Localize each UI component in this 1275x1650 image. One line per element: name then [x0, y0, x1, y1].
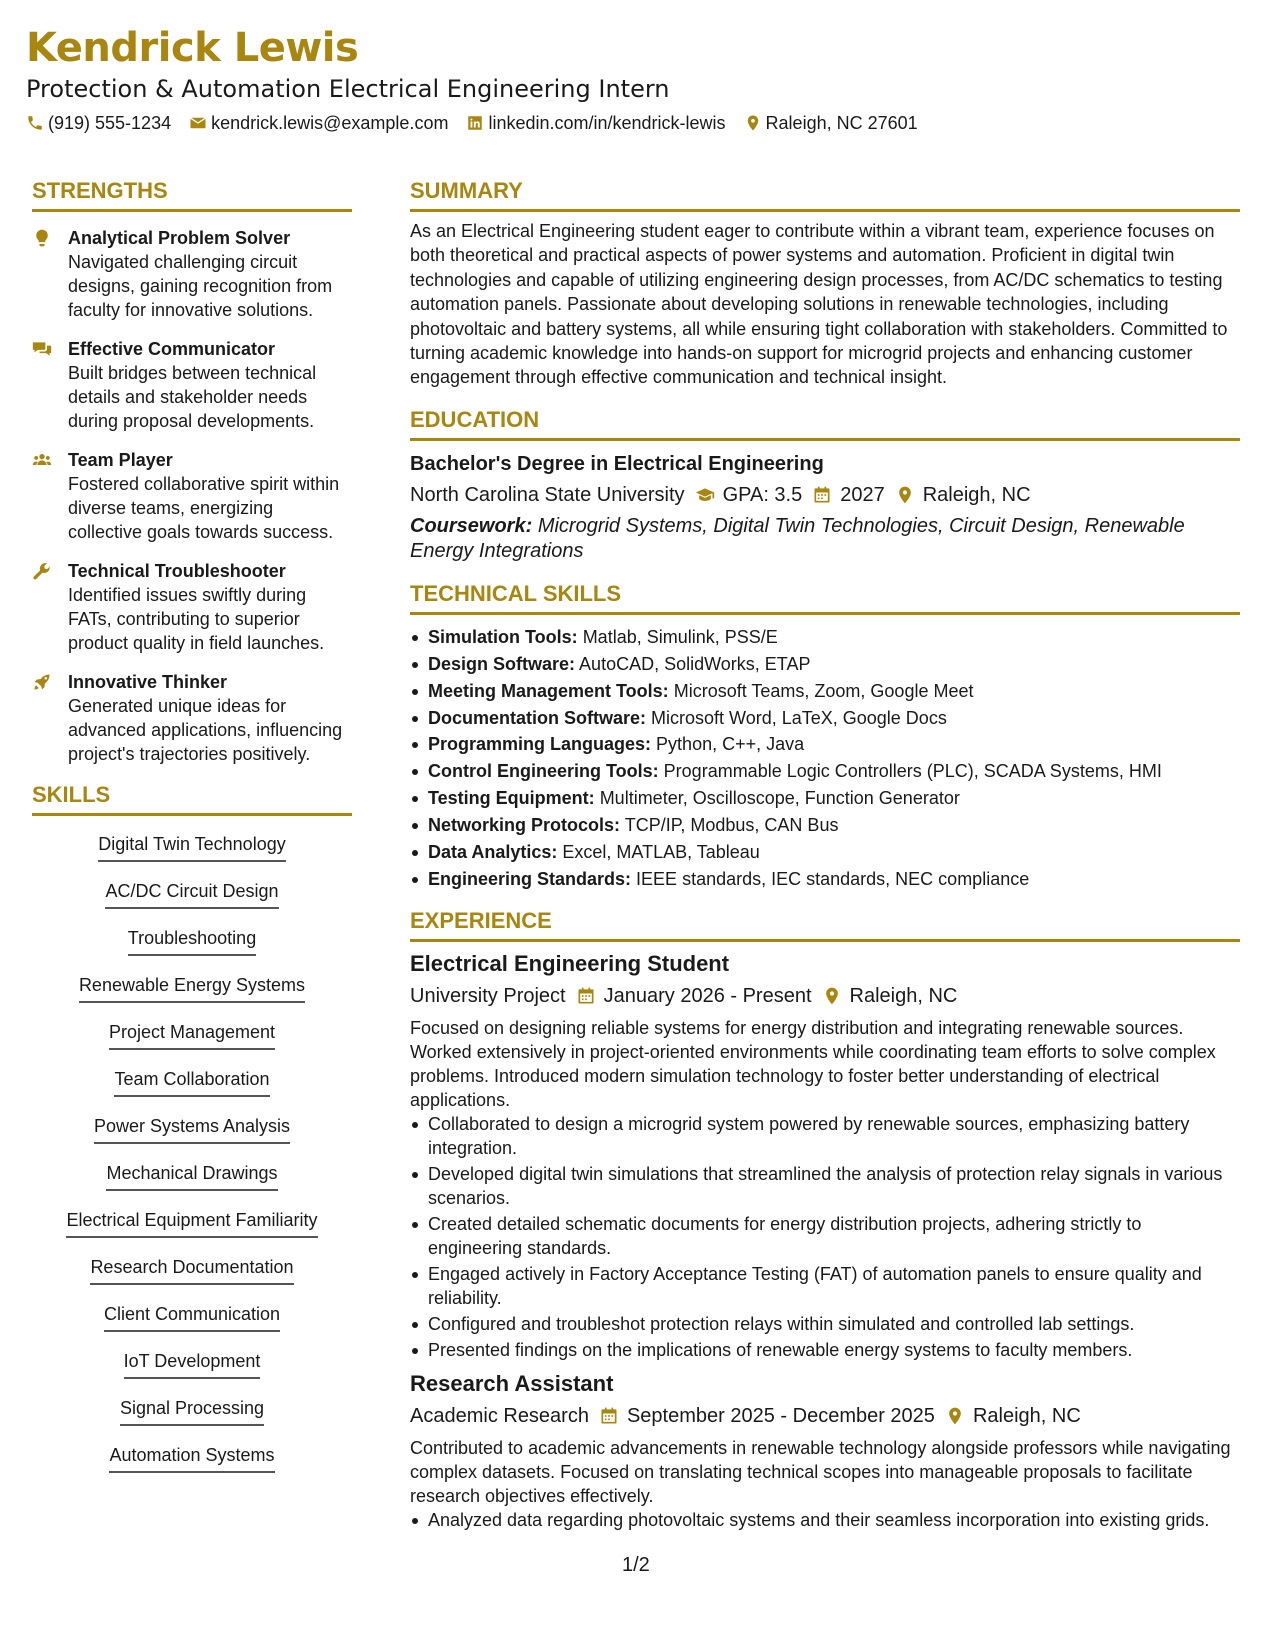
skill-values: Microsoft Teams, Zoom, Google Meet: [673, 680, 974, 701]
list-item: [410, 652, 1240, 676]
envelope-icon: [189, 114, 207, 132]
list-item: [410, 786, 1240, 810]
phone-icon: [26, 114, 44, 132]
school-name: North Carolina State University: [410, 483, 685, 506]
strength-item: [32, 337, 352, 433]
coursework-label: Coursework:: [410, 514, 533, 537]
job-meta: [410, 982, 1240, 1010]
calendar-icon: [576, 986, 596, 1006]
skill-category: Simulation Tools:: [428, 626, 578, 647]
location-text: Raleigh, NC 27601: [765, 113, 918, 133]
job-org: Academic Research: [410, 1404, 589, 1427]
list-item: [410, 759, 1240, 783]
list-item: Presented findings on the implications of renewable energy systems to faculty members.: [410, 1338, 1240, 1362]
job-description: Contributed to academic advancements in renewable technology alongside professors while navigating complex datasets. Focused on translating technical scopes into manageable proposals to facilitate research objectives effectively.: [410, 1437, 1231, 1506]
skill-category: Documentation Software:: [428, 707, 647, 728]
contact-linkedin[interactable]: [466, 112, 725, 134]
technical-skills-list: [410, 625, 1240, 891]
graduation-year: 2027: [840, 483, 885, 506]
skill-category: Control Engineering Tools:: [428, 761, 659, 782]
skill-tag: Research Documentation: [90, 1255, 293, 1285]
strength-title: Team Player: [68, 450, 173, 470]
contact-email[interactable]: [189, 112, 448, 134]
skill-values: Microsoft Word, LaTeX, Google Docs: [651, 707, 947, 728]
experience-heading: EXPERIENCE: [410, 907, 1240, 942]
coursework-list: Microgrid Systems, Digital Twin Technologies, Circuit Design, Renewable Energy Integrations: [410, 514, 1185, 562]
skill-tag: Troubleshooting: [128, 926, 256, 956]
skill-tag: Digital Twin Technology: [98, 832, 285, 862]
strength-item: [32, 670, 352, 766]
comments-icon: [32, 339, 52, 359]
skill-values: Programmable Logic Controllers (PLC), SCADA Systems, HMI: [663, 761, 1162, 782]
list-item: [410, 867, 1240, 891]
skill-values: Python, C++, Java: [656, 734, 805, 755]
skills-heading: SKILLS: [32, 781, 352, 816]
job-bullets: [410, 1508, 1240, 1532]
skill-category: Design Software:: [428, 653, 576, 674]
skill-tag: IoT Development: [124, 1349, 261, 1379]
contact-bar: [26, 112, 1226, 134]
skill-tag: Client Communication: [104, 1302, 280, 1332]
skill-category: Engineering Standards:: [428, 868, 632, 889]
strength-desc: Identified issues swiftly during FATs, contributing to superior product quality in field launches.: [68, 585, 325, 653]
graduation-cap-icon: [695, 485, 715, 505]
contact-phone: [26, 112, 171, 134]
linkedin-text[interactable]: linkedin.com/in/kendrick-lewis: [488, 113, 726, 133]
skill-tag: Electrical Equipment Familiarity: [66, 1208, 317, 1238]
contact-location: [744, 112, 918, 134]
list-item: Analyzed data regarding photovoltaic systems and their seamless incorporation into existing grids.: [410, 1508, 1240, 1532]
coursework: [410, 514, 1240, 564]
gpa-text: GPA: 3.5: [722, 483, 803, 506]
strength-desc: Generated unique ideas for advanced applications, influencing project's trajectories positively.: [68, 696, 343, 764]
job-dates: January 2026 - Present: [603, 984, 812, 1007]
candidate-name: Kendrick Lewis: [26, 25, 359, 71]
skill-values: AutoCAD, SolidWorks, ETAP: [579, 653, 811, 674]
list-item: [410, 840, 1240, 864]
job-org: University Project: [410, 984, 566, 1007]
skill-tag: Project Management: [109, 1020, 275, 1050]
summary-text: As an Electrical Engineering student eager to contribute within a vibrant team, experience focuses on both theoretical and practical aspects of power systems and automation. Proficient in digital twin technologies and capable of utilizing engineering design processes, from AC/DC schematics to testing automation panels. Passionate about developing solutions in renewable technologies, including photovoltaic and battery systems, all while ensuring tight collaboration with stakeholders. Committed to turning academic knowledge into hands-on support for microgrid projects and enhancing customer engagement through effective communication and technical insight.: [410, 221, 1228, 388]
skills-list: [32, 832, 352, 1490]
list-item: Configured and troubleshot protection relays within simulated and controlled lab settings.: [410, 1312, 1240, 1336]
strength-desc: Navigated challenging circuit designs, gaining recognition from faculty for innovative solutions.: [68, 252, 333, 320]
lightbulb-icon: [32, 228, 52, 248]
calendar-icon: [812, 485, 832, 505]
list-item: [410, 679, 1240, 703]
job-entry: [410, 950, 1240, 1362]
right-column: [410, 177, 1240, 1534]
strength-desc: Built bridges between technical details and stakeholder needs during proposal developments.: [68, 363, 317, 431]
skill-values: Excel, MATLAB, Tableau: [562, 841, 760, 862]
degree-title: Bachelor's Degree in Electrical Engineering: [410, 452, 824, 475]
map-pin-icon: [945, 1406, 965, 1426]
map-pin-icon: [895, 485, 915, 505]
strength-title: Innovative Thinker: [68, 672, 228, 692]
skill-category: Programming Languages:: [428, 734, 652, 755]
list-item: [410, 732, 1240, 756]
job-location: Raleigh, NC: [849, 984, 958, 1007]
education-heading: EDUCATION: [410, 406, 1240, 441]
skill-tag: AC/DC Circuit Design: [105, 879, 278, 909]
skill-category: Networking Protocols:: [428, 815, 621, 836]
left-column: [32, 177, 352, 1490]
summary-heading: SUMMARY: [410, 177, 1240, 212]
job-dates: September 2025 - December 2025: [626, 1404, 935, 1427]
skill-values: Matlab, Simulink, PSS/E: [582, 626, 778, 647]
skill-category: Meeting Management Tools:: [428, 680, 669, 701]
school-location: Raleigh, NC: [922, 483, 1031, 506]
calendar-icon: [599, 1406, 619, 1426]
list-item: [410, 813, 1240, 837]
map-pin-icon: [744, 114, 762, 132]
strength-item: [32, 448, 352, 544]
skill-values: Multimeter, Oscilloscope, Function Generator: [599, 788, 960, 809]
strength-item: [32, 226, 352, 322]
job-location: Raleigh, NC: [972, 1404, 1081, 1427]
skill-tag: Signal Processing: [120, 1396, 264, 1426]
skill-tag: Team Collaboration: [114, 1067, 269, 1097]
phone-text: (919) 555-1234: [48, 113, 172, 133]
skill-values: IEEE standards, IEC standards, NEC compliance: [636, 868, 1030, 889]
skill-values: TCP/IP, Modbus, CAN Bus: [624, 815, 839, 836]
strength-title: Effective Communicator: [68, 339, 276, 359]
list-item: [410, 625, 1240, 649]
email-text[interactable]: kendrick.lewis@example.com: [211, 113, 449, 133]
strength-title: Analytical Problem Solver: [68, 228, 291, 248]
strength-title: Technical Troubleshooter: [68, 561, 286, 581]
wrench-icon: [32, 561, 52, 581]
list-item: Developed digital twin simulations that streamlined the analysis of protection relay signals in various scenarios.: [410, 1162, 1240, 1210]
job-title: Research Assistant: [410, 1370, 614, 1396]
skill-category: Data Analytics:: [428, 841, 558, 862]
job-title: Electrical Engineering Student: [410, 950, 730, 976]
rocket-icon: [32, 672, 52, 692]
map-pin-icon: [822, 986, 842, 1006]
skill-tag: Power Systems Analysis: [94, 1114, 290, 1144]
strengths-heading: STRENGTHS: [32, 177, 352, 212]
skill-tag: Automation Systems: [109, 1443, 274, 1473]
skill-tag: Renewable Energy Systems: [79, 973, 305, 1003]
job-description: Focused on designing reliable systems for energy distribution and integrating renewable sources. Worked extensively in project-oriented environments while coordinating team efforts to solve complex problems. Introduced modern simulation technology to foster better understanding of electrical applications.: [410, 1017, 1216, 1110]
job-meta: [410, 1402, 1240, 1430]
strength-item: [32, 559, 352, 655]
job-bullets: [410, 1112, 1240, 1362]
strengths-list: [32, 226, 352, 766]
resume-header: [26, 22, 1226, 134]
strength-desc: Fostered collaborative spirit within diverse teams, energizing collective goals towards success.: [68, 474, 340, 542]
candidate-role: Protection & Automation Electrical Engineering Intern: [26, 75, 670, 103]
technical-skills-heading: TECHNICAL SKILLS: [410, 580, 1240, 615]
job-entry: [410, 1370, 1240, 1532]
users-icon: [32, 450, 52, 470]
list-item: Collaborated to design a microgrid system powered by renewable sources, emphasizing battery integration.: [410, 1112, 1240, 1160]
list-item: [410, 706, 1240, 730]
list-item: Engaged actively in Factory Acceptance Testing (FAT) of automation panels to ensure quality and reliability.: [410, 1262, 1240, 1310]
skill-tag: Mechanical Drawings: [106, 1161, 277, 1191]
page-number: 1/2: [622, 1554, 650, 1576]
list-item: Created detailed schematic documents for energy distribution projects, adhering strictly to engineering standards.: [410, 1212, 1240, 1260]
skill-category: Testing Equipment:: [428, 788, 595, 809]
education-meta: [410, 481, 1240, 509]
linkedin-icon: [466, 114, 484, 132]
